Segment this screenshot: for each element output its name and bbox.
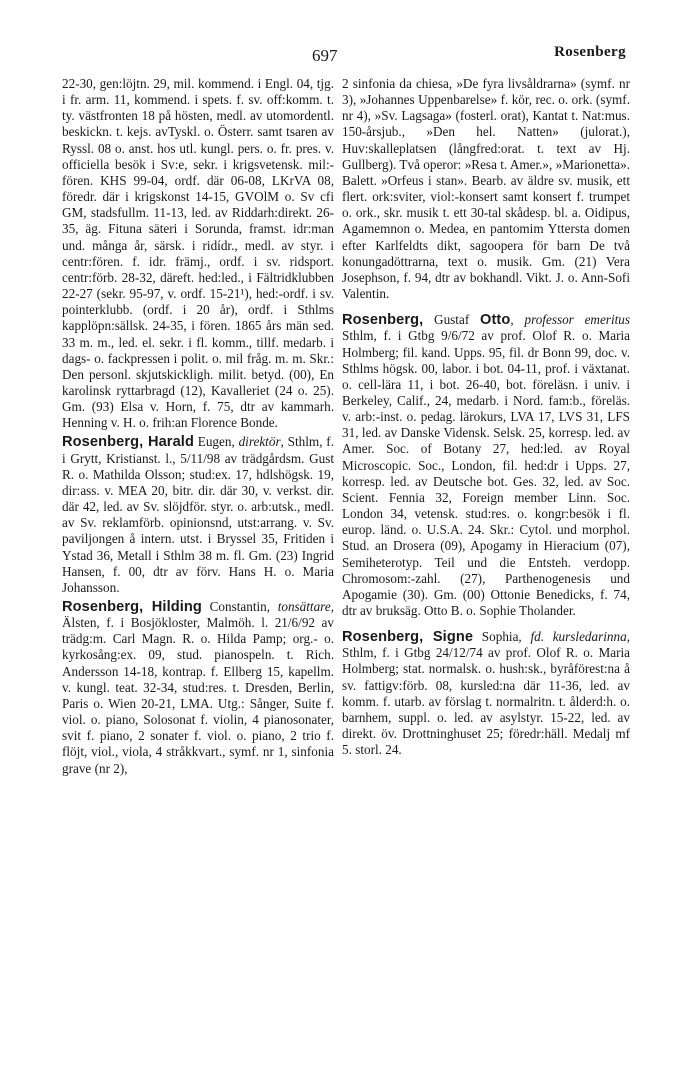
entry-continuation: 22-30, gen:löjtn. 29, mil. kommend. i Engl. 04, tjg. i fr. arm. 11, kommend. i spets. f. sv. off:komm. t. ty. västfronten 18 på hösten, medl. av utomordentl. beskickn. t. kejs. avTyskl. o. Österr. samt tsaren av Ryssl. 08 o. anst. hos utl. kungl. pers. o. fr. pres. v. officiella besök i Sv:e, sekr. i krigsvetensk. mil:-fören. KHS 99-04, ordf. där 06-08, LKrVA 08, föredr. där i krigskonst 14-15, GVOlM o. Sv cfi GM, stadsfullm. 11-13, led. av Riddarh:direkt. 26-35, äg. Fituna säteri i Sorunda, framst. idr:man und. många år, särsk. i ridídr., medl. av styr. i centr:fören. f. idr. främj., ordf. i sv. ridsport. centr:förb. 28-32, däreft. hed:led., i Fältridklubben 22-27 (sekr. 95-97, v. ordf. 15-21¹), hed:-ordf. i sv. pointerklubb. (ordf. i 20 år), ordf. i Sthlms kapplöpn:sällsk. 24-35, i fören. 1865 års män sed. 33 m. m., led. el. sekr. i fl. komm., tillf. medarb. i dags- o. fackpressen i polit. o. mil fråg. m. m. Skr.: Den personl. skjutskickligh. milit. betyd. (00), En karolinsk ryttarbragd (12), Kavalleriet (24 o. 25). Gm. (93) Elsa v. Horn, f. 75, dtr av kammarh. Henning v. H. o. frih:an Florence Bonde. xyxy=(62,76,334,431)
page-header xyxy=(0,42,696,70)
entry-names: Constantin, xyxy=(201,599,278,614)
entry-headword: Rosenberg, xyxy=(342,312,424,329)
entry-title: tonsättare xyxy=(277,599,331,614)
entry-headword-part: Otto xyxy=(480,312,511,329)
entry-title: direktör xyxy=(238,434,281,450)
entry-body: , Sthlm, f. i Grytt, Kristianst. l., 5/11/98 av trädgårdsm. Gust R. o. Mathilda Olsson; stud:ex. 17, hdlshögsk. 19, dir:ass. v. MEA 20, bitr. dir. där 30, v. verkst. dir. där 42, led. av Sv. slöjdför. styr. o. arb:utsk., medl. av Sv. reklamförb. opinionsnd, utst:arrang. v. Sv. paviljongen å intern. utst. i Bryssel 35, Fritiden i Ystad 36, Metall i Sthlm 38 m. fl. Gm. (23) Ingrid Hansen, f. 00, dtr av förv. Hans H. o. Maria Johansson. xyxy=(62,434,334,595)
entry-rosenberg-harald xyxy=(62,434,334,596)
entry-headword: Rosenberg, Hilding xyxy=(62,599,202,615)
entry-continuation: 2 sinfonia da chiesa, »De fyra livsåldrarna» (symf. nr 3), »Johannes Uppenbarelse» f. kör, rec. o. ork. (symf. nr 4), »Sv. Lagsaga» (fosterl. orat), Kantat t. Nat:mus. 150-årsjub., »Den hel. Natten» (julorat.), Huv:skalleplatsen (långfred:orat. t. text av Hj. Gullberg). Två operor: »Resa t. Amer.», »Marionetta». Balett. »Orfeus i stan». Bearb. av äldre sv. musik, ett flert. ork:sviter, viol:-konsert samt konsert f. trumpet o. ork., skr. musik t. ett 30-tal skådesp. bl. a. Oidipus, Agamemnon o. Medea, en pantomim Yttersta domen efter Karlfeldts dikt, sagoopera för barn De två konungadöttrarna, text o. musik. Gm. (21) Vera Josephson, f. 94, dtr av bokhandl. Vikt. J. o. Ann-Sofi Valentin. xyxy=(342,76,630,302)
left-column xyxy=(62,76,334,777)
entry-rosenberg-otto: Rosenberg, Gustaf Otto, professor emeritus Sthlm, f. i Gtbg 9/6/72 av prof. Olof R. o. Maria Holmberg; fil. kand. Upps. 95, fil. dr Bonn 99, doc. v. Sthlms högsk. 00, labor. i bot. 04-11, prof. i växtanat. o. cell-lära 11, i bot. 26-40, bot. föreläsn. i univ. i Berkeley, Calif., 24, medarb. i Nord. fam:b., föreläs. v. arb:-inst. o. pedag. lärokurs, LVA 17, LVS 31, LFS 31, led. av Danske Vidensk. Selsk. 25, korresp. led. av Amer. Soc. of Botany 27, hed:led. av Royal Microscopic. Soc., London, fil. hed:dr i Upps. 27, korresp. led. av Deutsche bot. Ges. 32, led. av Soc. Scient. Fennia 32, Foreign member Linn. Soc. London 34, vetensk. stud:res. o. kongr:besök i fl. europ. länd. o. U.S.A. 24. Skr.: Cytol. und morphol. Stud. an Drosera (09), Apogamy in Hieracium (07), Semiheterotyp. Teil und die Entsteh. verdopp. Chromosom:-zahl. (27), Parthenogenesis und Apogamie (30). Gm. (00) Ottonie Benedicks, f. 74, dtr av bruksäg. Otto B. o. Sophie Tholander. xyxy=(342,312,630,618)
entry-body: , Sthlm, f. i Gtbg 24/12/74 av prof. Olof R. o. Maria Holmberg; stat. normalsk. o. hush:sk., byråförest:na å sv. fattigv:förb. 08, kursled:na där 11-36, led. av komm. f. utarb. av förslag t. normalritn. t. ålderd:h. o. barnhem, suppl. o. led. av asylstyr. 15-22, led. av direkt. öv. Drottninghuset 25; föredr:häll. Medalj mf 5. storl. 24. xyxy=(342,629,630,758)
page-number: 697 xyxy=(312,46,338,65)
right-column xyxy=(342,76,630,758)
entry-names: Sophia, xyxy=(473,629,531,645)
entry-headword: Rosenberg, Signe xyxy=(342,629,474,646)
entry-title: professor emeritus xyxy=(524,312,630,328)
entry-body: Sthlm, f. i Gtbg 9/6/72 av prof. Olof R. o. Maria Holmberg; fil. kand. Upps. 95, fil. dr Bonn 99, doc. v. Sthlms högsk. 00, labor. i bot. 04-11, prof. i växtanat. o. cell-lära 11, i bot. 26-40, bot. föreläsn. i univ. i Berkeley, Calif., 24, medarb. i Nord. fam:b., föreläs. v. arb:-inst. o. pedag. lärokurs, LVA 17, LVS 31, LFS 31, led. av Danske Vidensk. Selsk. 25, korresp. led. av Amer. Soc. of Botany 27, hed:led. av Royal Microscopic. Soc., London, fil. hed:dr i Upps. 27, korresp. led. av Deutsche bot. Ges. 32, led. av Soc. Scient. Fennia 32, Foreign member Linn. Soc. London 34, vetensk. stud:res. o. kongr:besök i fl. europ. länd. o. U.S.A. 24. Skr.: Cytol. und morphol. Stud. an Drosera (09), Apogamy in Hieracium (07), Semiheterotyp. Teil und die Entsteh. verdopp. Chromosom:-zahl. (27), Parthenogenesis und Apogamie (30). Gm. (00) Ottonie Benedicks, f. 74, dtr av bruksäg. Otto B. o. Sophie Tholander. xyxy=(342,328,630,618)
entry-names: Gustaf xyxy=(423,312,480,328)
entry-title: fd. kursledarinna xyxy=(530,629,627,645)
running-head: Rosenberg xyxy=(554,44,626,60)
entry-names: Eugen, xyxy=(193,434,239,450)
entry-rosenberg-hilding xyxy=(62,599,334,777)
entry-body: , Älsten, f. i Bosjökloster, Malmöh. l. 21/6/92 av trädg:m. Carl Magn. R. o. Hilda Pamp; org.- o. kyrkosång:ex. 09, stud. pianospeln. t. Rich. Andersson 14-18, kontrap. f. Ellberg 15, kapellm. v. kungl. teat. 32-34, stud:res. t. Dresden, Berlin, Paris o. Wien 20-21, LMA. Utg.: Sånger, Suite f. viol. o. piano, Solosonat f. violin, 4 pianosonater, svit f. piano, 2 sonater f. viol. o. piano, 2 trio f. flöjt, viol., viola, 4 stråkkvart., symf. nr 1, sinfonia grave (nr 2), xyxy=(62,599,334,776)
entry-headword: Rosenberg, Harald xyxy=(62,434,194,451)
entry-rosenberg-signe xyxy=(342,629,630,758)
